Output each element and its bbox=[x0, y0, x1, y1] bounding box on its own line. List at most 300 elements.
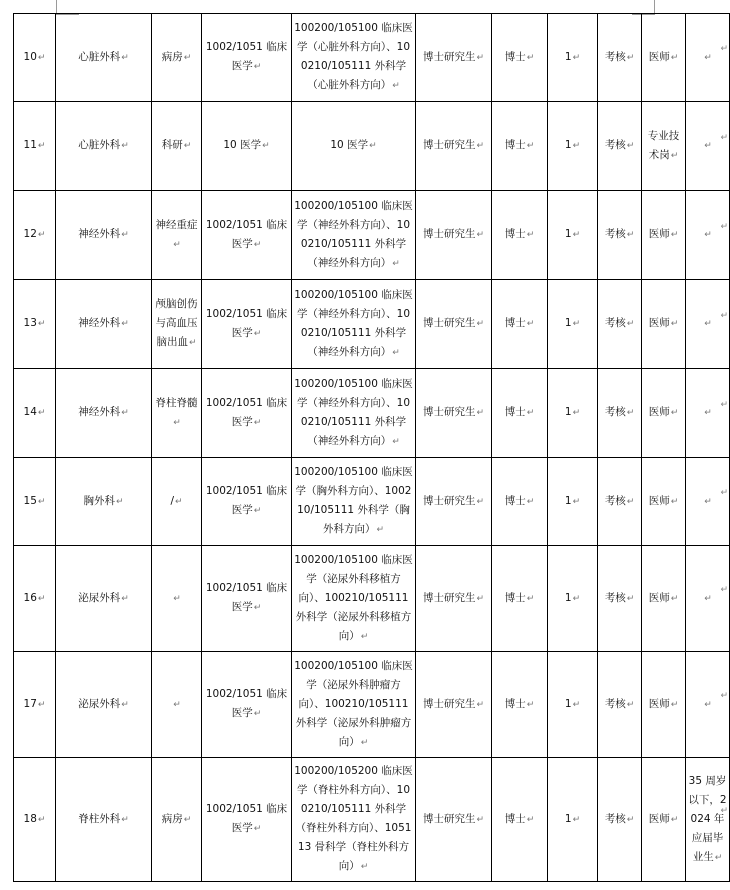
cell-end-mark: ↵ bbox=[253, 709, 262, 719]
cell-method-text: 考核 bbox=[604, 697, 626, 710]
cell-degree bbox=[492, 758, 548, 882]
cell-degree bbox=[492, 369, 548, 458]
cell-end-mark: ↵ bbox=[526, 496, 535, 507]
cell-method bbox=[598, 280, 642, 369]
cell-end-mark: ↵ bbox=[626, 699, 635, 710]
cell-count-text: 1 bbox=[564, 317, 572, 329]
cell-end-mark: ↵ bbox=[626, 408, 635, 418]
cell-count-text: 1 bbox=[564, 697, 572, 710]
cell-major bbox=[292, 14, 416, 102]
cell-end-mark: ↵ bbox=[704, 230, 712, 240]
cell-department-text: 胸外科 bbox=[83, 494, 115, 507]
cell-education bbox=[416, 191, 492, 280]
cell-major bbox=[292, 458, 416, 546]
cell-post-text: 专业技术岗 bbox=[647, 129, 680, 161]
cell-end-mark: ↵ bbox=[253, 506, 262, 516]
cell-method bbox=[598, 191, 642, 280]
cell-end-mark: ↵ bbox=[670, 699, 679, 710]
cell-end-mark: ↵ bbox=[572, 814, 581, 825]
cell-post-text: 医师 bbox=[648, 317, 670, 329]
row-end-mark: ↵ bbox=[720, 311, 728, 321]
cell-number-text: 13 bbox=[23, 317, 37, 329]
cell-method-text: 考核 bbox=[604, 50, 626, 63]
cell-degree-text: 博士 bbox=[504, 139, 526, 151]
cell-discipline-code bbox=[202, 369, 292, 458]
cell-education bbox=[416, 758, 492, 882]
cell-number-text: 12 bbox=[23, 228, 37, 240]
cell-method bbox=[598, 102, 642, 191]
cell-number bbox=[14, 280, 56, 369]
cell-end-mark: ↵ bbox=[37, 408, 46, 418]
cell-major-text: 100200/105100 临床医学（泌尿外科移植方向）、100210/105111 外科学（泌尿外科移植方向） bbox=[294, 553, 413, 642]
cell-degree bbox=[492, 458, 548, 546]
cell-end-mark: ↵ bbox=[121, 319, 129, 329]
cell-end-mark: ↵ bbox=[253, 328, 262, 339]
cell-end-mark: ↵ bbox=[626, 230, 635, 240]
cell-end-mark: ↵ bbox=[704, 141, 712, 151]
table-row bbox=[14, 546, 730, 652]
cell-major bbox=[292, 280, 416, 369]
cell-direction-text: 病房 bbox=[161, 50, 183, 63]
cell-number bbox=[14, 758, 56, 882]
cell-end-mark: ↵ bbox=[626, 52, 635, 63]
cell-other bbox=[686, 758, 730, 882]
cell-post-text: 医师 bbox=[648, 697, 670, 710]
cell-end-mark: ↵ bbox=[704, 496, 712, 507]
cell-end-mark: ↵ bbox=[37, 814, 46, 825]
cell-end-mark: ↵ bbox=[572, 496, 581, 507]
cell-post bbox=[642, 102, 686, 191]
cell-education-text: 博士研究生 bbox=[422, 50, 476, 63]
cell-education-text: 博士研究生 bbox=[422, 591, 476, 604]
cell-end-mark: ↵ bbox=[526, 593, 535, 604]
cell-count bbox=[548, 546, 598, 652]
cell-major bbox=[292, 102, 416, 191]
cell-discipline-code bbox=[202, 652, 292, 758]
cell-major bbox=[292, 369, 416, 458]
cell-number bbox=[14, 546, 56, 652]
cell-number-text: 10 bbox=[23, 50, 37, 63]
cell-discipline-code-text: 1002/1051 临床医学 bbox=[205, 803, 288, 834]
cell-department bbox=[56, 546, 152, 652]
cell-end-mark: ↵ bbox=[369, 141, 377, 151]
table-row bbox=[14, 758, 730, 882]
cell-other bbox=[686, 546, 730, 652]
cell-end-mark: ↵ bbox=[173, 699, 181, 710]
cell-post bbox=[642, 280, 686, 369]
cell-count-text: 1 bbox=[564, 494, 572, 507]
cell-method-text: 考核 bbox=[604, 317, 626, 329]
cell-direction-text: 神经重症 bbox=[155, 218, 198, 231]
cell-number-text: 17 bbox=[23, 697, 37, 710]
row-end-mark: ↵ bbox=[720, 44, 728, 54]
cell-other bbox=[686, 14, 730, 102]
cell-end-mark: ↵ bbox=[121, 699, 129, 710]
cell-number-text: 18 bbox=[23, 812, 37, 825]
cell-end-mark: ↵ bbox=[572, 699, 581, 710]
cell-end-mark: ↵ bbox=[670, 496, 679, 507]
cell-end-mark: ↵ bbox=[526, 141, 535, 151]
table-row bbox=[14, 369, 730, 458]
table-row bbox=[14, 458, 730, 546]
cell-education-text: 博士研究生 bbox=[422, 697, 476, 710]
table-row bbox=[14, 102, 730, 191]
cell-end-mark: ↵ bbox=[670, 593, 679, 604]
cell-end-mark: ↵ bbox=[253, 824, 262, 834]
cell-end-mark: ↵ bbox=[626, 319, 635, 329]
cell-degree-text: 博士 bbox=[504, 697, 526, 710]
cell-count-text: 1 bbox=[564, 812, 572, 825]
cell-post bbox=[642, 458, 686, 546]
cell-end-mark: ↵ bbox=[714, 852, 723, 863]
cell-end-mark: ↵ bbox=[173, 593, 181, 604]
cell-discipline-code-text: 10 医学 bbox=[223, 139, 262, 151]
cell-end-mark: ↵ bbox=[253, 603, 262, 613]
cell-education-text: 博士研究生 bbox=[422, 812, 476, 825]
cell-degree-text: 博士 bbox=[504, 406, 526, 418]
cell-count-text: 1 bbox=[564, 50, 572, 63]
cell-end-mark: ↵ bbox=[704, 408, 712, 418]
cell-end-mark: ↵ bbox=[360, 737, 369, 748]
cell-education bbox=[416, 14, 492, 102]
cell-education-text: 博士研究生 bbox=[422, 317, 476, 329]
cell-post bbox=[642, 758, 686, 882]
cell-direction bbox=[152, 369, 202, 458]
cell-count bbox=[548, 369, 598, 458]
cell-education-text: 博士研究生 bbox=[422, 406, 476, 418]
cell-end-mark: ↵ bbox=[253, 62, 262, 72]
cell-degree bbox=[492, 191, 548, 280]
cell-end-mark: ↵ bbox=[476, 319, 485, 329]
cell-end-mark: ↵ bbox=[572, 141, 581, 151]
cell-count-text: 1 bbox=[564, 228, 572, 240]
cell-major bbox=[292, 191, 416, 280]
cell-direction-text: 科研 bbox=[161, 139, 183, 151]
cell-end-mark: ↵ bbox=[670, 230, 679, 240]
cell-end-mark: ↵ bbox=[183, 141, 192, 151]
cell-end-mark: ↵ bbox=[37, 699, 46, 710]
cell-post-text: 医师 bbox=[648, 494, 670, 507]
cell-end-mark: ↵ bbox=[572, 52, 581, 63]
cell-end-mark: ↵ bbox=[121, 141, 129, 151]
cell-post-text: 医师 bbox=[648, 228, 670, 240]
cell-post-text: 医师 bbox=[648, 50, 670, 63]
cell-method bbox=[598, 14, 642, 102]
cell-end-mark: ↵ bbox=[37, 52, 46, 63]
cell-end-mark: ↵ bbox=[670, 814, 679, 825]
cell-end-mark: ↵ bbox=[476, 52, 485, 63]
cell-count-text: 1 bbox=[564, 406, 572, 418]
cell-discipline-code-text: 1002/1051 临床医学 bbox=[205, 396, 288, 428]
cell-major-text: 100200/105100 临床医学（神经外科方向）、100210/105111 外科学（神经外科方向） bbox=[294, 288, 413, 358]
cell-end-mark: ↵ bbox=[392, 436, 400, 447]
cell-end-mark: ↵ bbox=[392, 347, 400, 358]
cell-degree-text: 博士 bbox=[504, 317, 526, 329]
row-end-mark: ↵ bbox=[720, 691, 728, 701]
cell-end-mark: ↵ bbox=[476, 593, 485, 604]
cell-number bbox=[14, 369, 56, 458]
cell-direction-text: / bbox=[170, 494, 174, 507]
cell-direction bbox=[152, 280, 202, 369]
cell-count bbox=[548, 191, 598, 280]
cell-method-text: 考核 bbox=[604, 494, 626, 507]
cell-degree bbox=[492, 652, 548, 758]
cell-end-mark: ↵ bbox=[37, 593, 46, 604]
cell-count bbox=[548, 14, 598, 102]
cell-end-mark: ↵ bbox=[175, 496, 183, 507]
cell-method bbox=[598, 458, 642, 546]
cell-education bbox=[416, 369, 492, 458]
cell-discipline-code-text: 1002/1051 临床医学 bbox=[205, 307, 288, 339]
cell-end-mark: ↵ bbox=[476, 496, 485, 507]
cell-number-text: 14 bbox=[23, 406, 37, 418]
cell-end-mark: ↵ bbox=[173, 417, 181, 428]
cell-discipline-code bbox=[202, 102, 292, 191]
cell-number bbox=[14, 652, 56, 758]
row-end-mark: ↵ bbox=[720, 222, 728, 232]
cell-education-text: 博士研究生 bbox=[422, 139, 476, 151]
cell-method bbox=[598, 758, 642, 882]
recruitment-table bbox=[13, 13, 730, 882]
cell-count-text: 1 bbox=[564, 591, 572, 604]
cell-method-text: 考核 bbox=[604, 228, 626, 240]
cell-department-text: 泌尿外科 bbox=[78, 697, 121, 710]
cell-number bbox=[14, 14, 56, 102]
cell-major bbox=[292, 758, 416, 882]
cell-other bbox=[686, 191, 730, 280]
cell-department bbox=[56, 369, 152, 458]
cell-degree-text: 博士 bbox=[504, 591, 526, 604]
cell-major bbox=[292, 652, 416, 758]
cell-other bbox=[686, 652, 730, 758]
cell-department bbox=[56, 102, 152, 191]
cell-department-text: 神经外科 bbox=[78, 317, 121, 329]
cell-department-text: 神经外科 bbox=[78, 406, 121, 418]
cell-end-mark: ↵ bbox=[37, 141, 46, 151]
cell-end-mark: ↵ bbox=[572, 408, 581, 418]
cell-department-text: 神经外科 bbox=[78, 228, 121, 240]
cell-post bbox=[642, 546, 686, 652]
cell-direction bbox=[152, 758, 202, 882]
cell-department-text: 心脏外科 bbox=[78, 50, 121, 63]
cell-department bbox=[56, 14, 152, 102]
cell-end-mark: ↵ bbox=[476, 408, 485, 418]
cell-method bbox=[598, 369, 642, 458]
table-row bbox=[14, 280, 730, 369]
cell-discipline-code-text: 1002/1051 临床医学 bbox=[205, 688, 288, 719]
cell-degree bbox=[492, 280, 548, 369]
cell-education bbox=[416, 458, 492, 546]
cell-end-mark: ↵ bbox=[183, 52, 192, 63]
cell-end-mark: ↵ bbox=[704, 52, 712, 63]
cell-discipline-code bbox=[202, 546, 292, 652]
cell-discipline-code-text: 1002/1051 临床医学 bbox=[205, 218, 288, 250]
cell-method-text: 考核 bbox=[604, 812, 626, 825]
cell-major-text: 100200/105100 临床医学（胸外科方向）、100210/105111 外科学（胸外科方向） bbox=[294, 466, 413, 535]
cell-degree bbox=[492, 102, 548, 191]
cell-end-mark: ↵ bbox=[183, 814, 192, 825]
cell-number-text: 16 bbox=[23, 591, 37, 604]
cell-end-mark: ↵ bbox=[626, 593, 635, 604]
cell-end-mark: ↵ bbox=[121, 52, 129, 63]
cell-post bbox=[642, 652, 686, 758]
row-end-mark: ↵ bbox=[720, 806, 728, 816]
cell-direction-text: 脊柱脊髓 bbox=[155, 396, 198, 409]
cell-department-text: 泌尿外科 bbox=[78, 591, 121, 604]
cell-direction bbox=[152, 14, 202, 102]
cell-end-mark: ↵ bbox=[253, 417, 262, 428]
cell-end-mark: ↵ bbox=[670, 52, 679, 63]
cell-end-mark: ↵ bbox=[626, 814, 635, 825]
cell-department bbox=[56, 191, 152, 280]
cell-end-mark: ↵ bbox=[526, 814, 535, 825]
cell-end-mark: ↵ bbox=[526, 52, 535, 63]
cell-end-mark: ↵ bbox=[121, 230, 129, 240]
cell-post-text: 医师 bbox=[648, 406, 670, 418]
cell-education bbox=[416, 546, 492, 652]
cell-end-mark: ↵ bbox=[173, 239, 181, 250]
cell-major-text: 100200/105100 临床医学（神经外科方向）、100210/105111 外科学（神经外科方向） bbox=[294, 199, 413, 269]
cell-direction bbox=[152, 102, 202, 191]
cell-other bbox=[686, 102, 730, 191]
row-end-mark: ↵ bbox=[720, 488, 728, 498]
cell-education bbox=[416, 280, 492, 369]
cell-end-mark: ↵ bbox=[526, 319, 535, 329]
cell-count-text: 1 bbox=[564, 139, 572, 151]
cell-education bbox=[416, 652, 492, 758]
cell-end-mark: ↵ bbox=[121, 593, 129, 604]
cell-number-text: 15 bbox=[23, 494, 37, 507]
cell-other bbox=[686, 280, 730, 369]
table-row bbox=[14, 652, 730, 758]
cell-end-mark: ↵ bbox=[360, 862, 369, 872]
row-end-mark: ↵ bbox=[720, 133, 728, 143]
cell-end-mark: ↵ bbox=[670, 319, 679, 329]
cell-end-mark: ↵ bbox=[670, 150, 679, 161]
cell-degree-text: 博士 bbox=[504, 494, 526, 507]
cell-end-mark: ↵ bbox=[704, 699, 712, 710]
cell-direction-text: 病房 bbox=[161, 812, 183, 825]
cell-count bbox=[548, 758, 598, 882]
cell-major-text: 100200/105100 临床医学（神经外科方向）、100210/105111 外科学（神经外科方向） bbox=[294, 377, 413, 447]
cell-department bbox=[56, 758, 152, 882]
cell-degree-text: 博士 bbox=[504, 812, 526, 825]
cell-end-mark: ↵ bbox=[392, 258, 400, 269]
cell-count bbox=[548, 652, 598, 758]
cell-discipline-code bbox=[202, 458, 292, 546]
cell-end-mark: ↵ bbox=[262, 141, 270, 151]
cell-count bbox=[548, 102, 598, 191]
cell-end-mark: ↵ bbox=[526, 408, 535, 418]
cell-method bbox=[598, 652, 642, 758]
cell-count bbox=[548, 280, 598, 369]
cell-post bbox=[642, 369, 686, 458]
cell-other-text: 35 周岁以下，2024 年应届毕业生 bbox=[688, 774, 727, 863]
cell-number bbox=[14, 102, 56, 191]
cell-end-mark: ↵ bbox=[37, 230, 46, 240]
cell-number bbox=[14, 458, 56, 546]
cell-end-mark: ↵ bbox=[572, 319, 581, 329]
table-row bbox=[14, 14, 730, 102]
cell-end-mark: ↵ bbox=[476, 814, 485, 825]
cell-post-text: 医师 bbox=[648, 591, 670, 604]
cell-post-text: 医师 bbox=[648, 812, 670, 825]
cell-end-mark: ↵ bbox=[476, 230, 485, 240]
cell-end-mark: ↵ bbox=[572, 230, 581, 240]
cell-post bbox=[642, 14, 686, 102]
cell-end-mark: ↵ bbox=[188, 338, 197, 348]
cell-education bbox=[416, 102, 492, 191]
cell-department-text: 脊柱外科 bbox=[78, 812, 121, 825]
cell-post bbox=[642, 191, 686, 280]
cell-education-text: 博士研究生 bbox=[422, 228, 476, 240]
cell-other bbox=[686, 458, 730, 546]
cell-department bbox=[56, 652, 152, 758]
cell-end-mark: ↵ bbox=[704, 593, 712, 604]
cell-degree-text: 博士 bbox=[504, 228, 526, 240]
cell-end-mark: ↵ bbox=[670, 408, 679, 418]
cell-discipline-code-text: 1002/1051 临床医学 bbox=[205, 582, 288, 613]
cell-end-mark: ↵ bbox=[253, 239, 262, 250]
cell-direction bbox=[152, 191, 202, 280]
cell-end-mark: ↵ bbox=[572, 593, 581, 604]
cell-department-text: 心脏外科 bbox=[78, 139, 121, 151]
cell-major-text: 10 医学 bbox=[330, 139, 369, 151]
cell-method-text: 考核 bbox=[604, 406, 626, 418]
cell-end-mark: ↵ bbox=[704, 319, 712, 329]
cell-major-text: 100200/105100 临床医学（心脏外科方向）、100210/105111 外科学（心脏外科方向） bbox=[294, 22, 413, 91]
cell-department bbox=[56, 280, 152, 369]
cell-end-mark: ↵ bbox=[121, 408, 129, 418]
cell-method bbox=[598, 546, 642, 652]
cell-discipline-code bbox=[202, 191, 292, 280]
table-row bbox=[14, 191, 730, 280]
row-end-mark: ↵ bbox=[720, 585, 728, 595]
row-end-mark: ↵ bbox=[720, 400, 728, 410]
cell-major-text: 100200/105100 临床医学（泌尿外科肿瘤方向）、100210/105111 外科学（泌尿外科肿瘤方向） bbox=[294, 659, 413, 748]
cell-direction bbox=[152, 652, 202, 758]
cell-discipline-code-text: 1002/1051 临床医学 bbox=[205, 485, 288, 516]
cell-number-text: 11 bbox=[23, 139, 37, 151]
cell-end-mark: ↵ bbox=[476, 141, 485, 151]
cell-discipline-code bbox=[202, 14, 292, 102]
cell-end-mark: ↵ bbox=[37, 319, 46, 329]
cell-end-mark: ↵ bbox=[360, 631, 369, 642]
cell-discipline-code bbox=[202, 758, 292, 882]
cell-end-mark: ↵ bbox=[376, 525, 385, 535]
cell-end-mark: ↵ bbox=[115, 496, 124, 507]
cell-end-mark: ↵ bbox=[476, 699, 485, 710]
cell-method-text: 考核 bbox=[604, 591, 626, 604]
cell-direction-text: 颅脑创伤与高血压脑出血 bbox=[155, 298, 198, 348]
cell-discipline-code bbox=[202, 280, 292, 369]
cell-major bbox=[292, 546, 416, 652]
cell-other bbox=[686, 369, 730, 458]
cell-education-text: 博士研究生 bbox=[422, 494, 476, 507]
cell-count bbox=[548, 458, 598, 546]
cell-end-mark: ↵ bbox=[392, 81, 400, 91]
cell-major-text: 100200/105200 临床医学（脊柱外科方向）、100210/105111 外科学（脊柱外科方向）、105113 骨科学（脊柱外科方向） bbox=[294, 765, 413, 872]
cell-end-mark: ↵ bbox=[626, 496, 635, 507]
cell-department bbox=[56, 458, 152, 546]
cell-number bbox=[14, 191, 56, 280]
cell-method-text: 考核 bbox=[604, 139, 626, 151]
cell-direction bbox=[152, 458, 202, 546]
cell-degree bbox=[492, 546, 548, 652]
cell-end-mark: ↵ bbox=[37, 496, 46, 507]
cell-end-mark: ↵ bbox=[121, 814, 129, 825]
cell-end-mark: ↵ bbox=[526, 699, 535, 710]
